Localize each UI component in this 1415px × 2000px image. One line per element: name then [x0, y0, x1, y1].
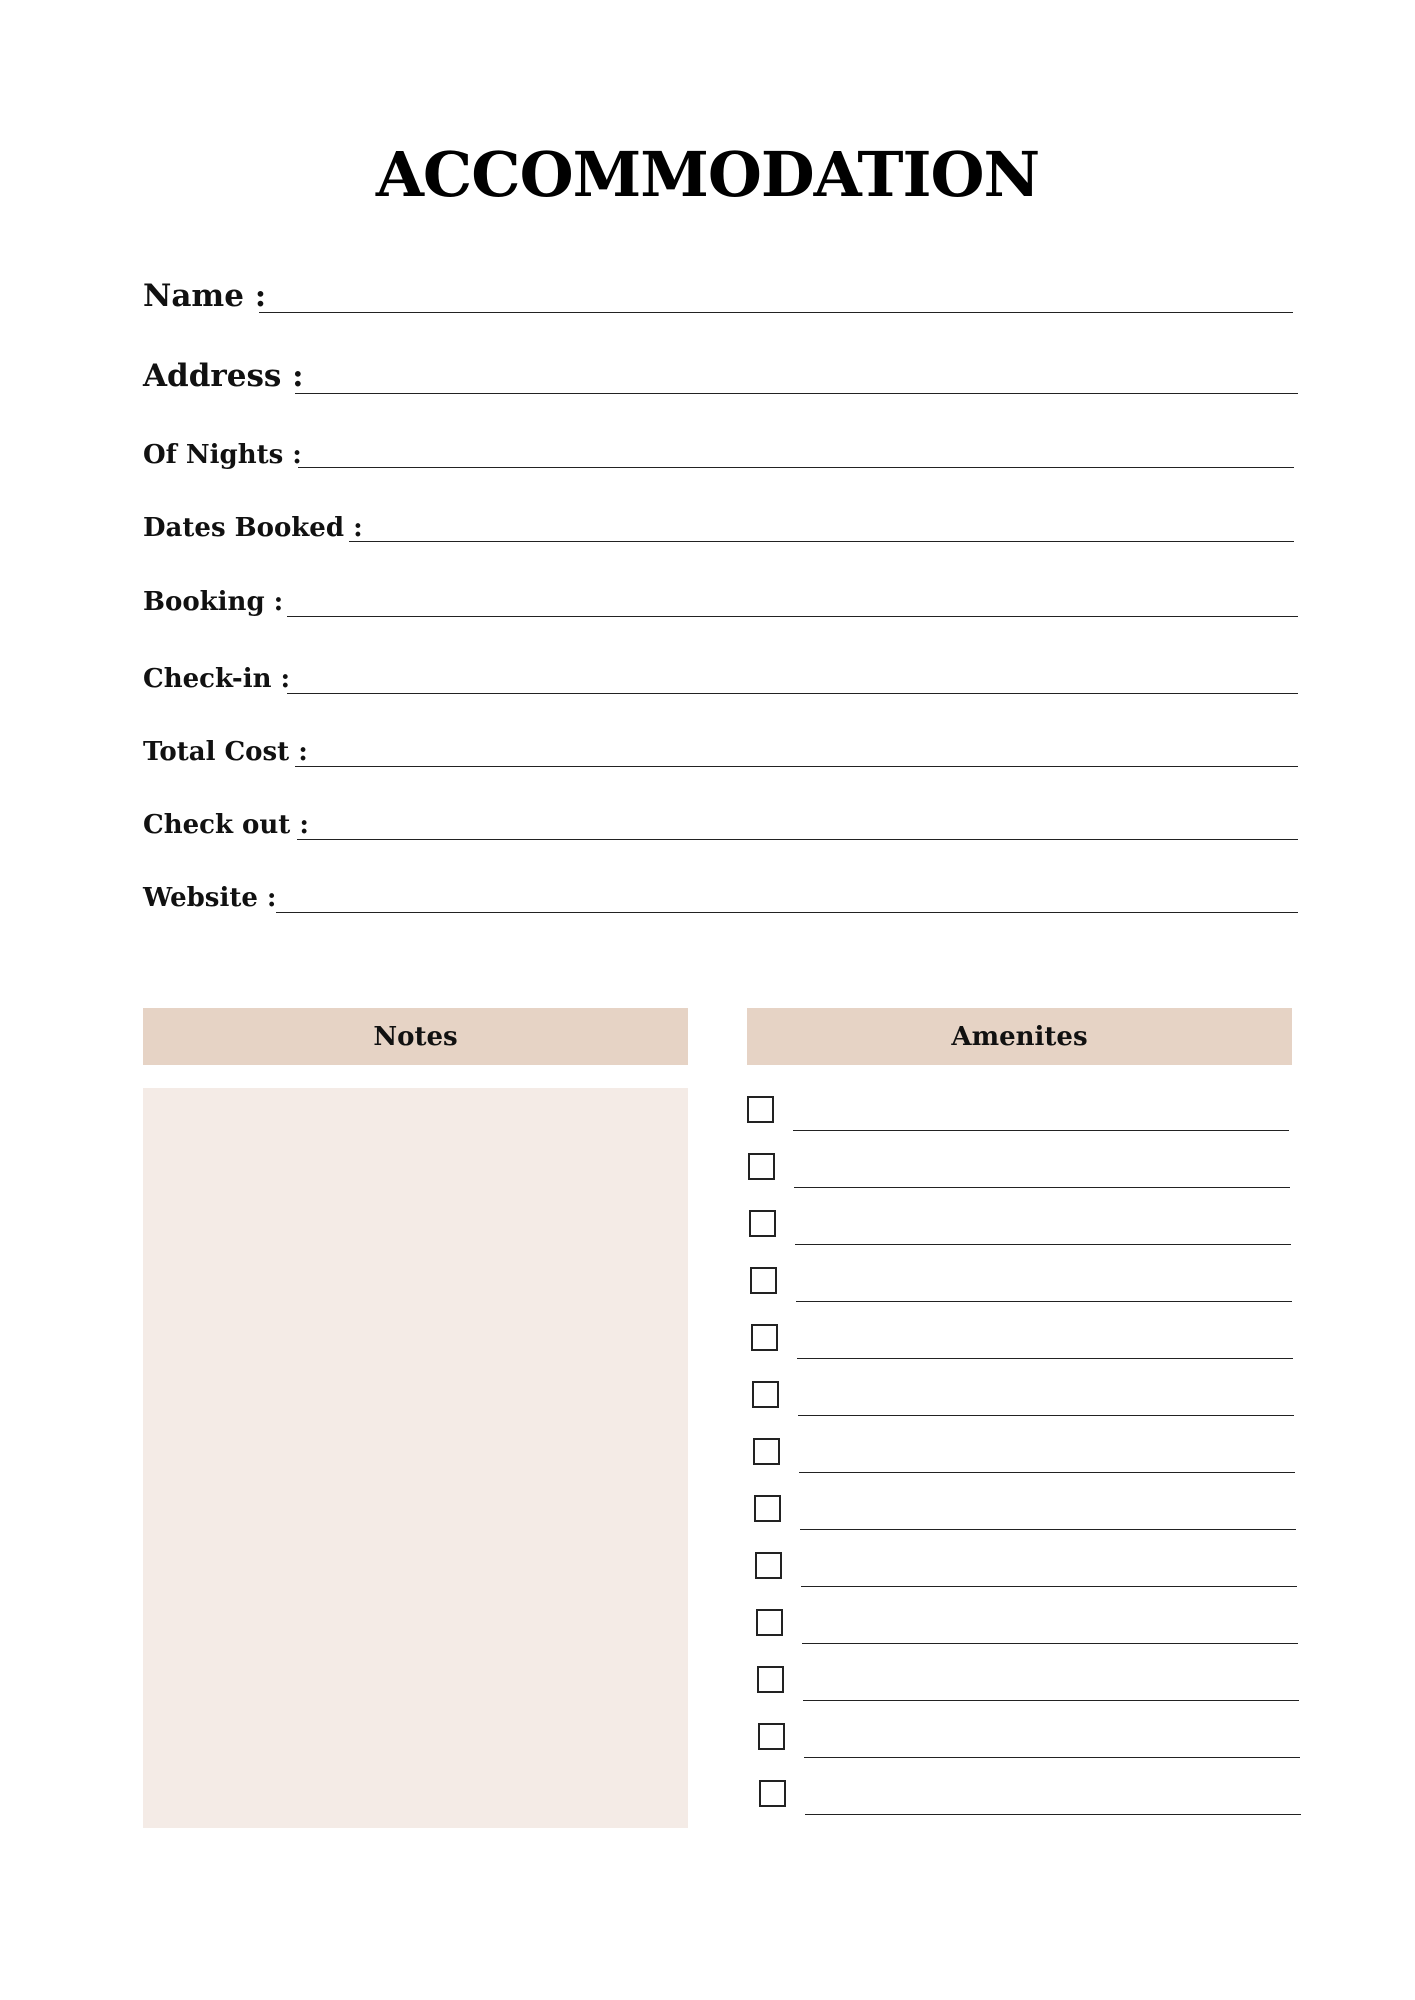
- amenity-item[interactable]: [757, 1666, 1302, 1702]
- address-label: Address :: [143, 358, 304, 394]
- amenity-item[interactable]: [748, 1153, 1293, 1189]
- amenity-checkbox[interactable]: [757, 1666, 784, 1693]
- amenity-checkbox[interactable]: [754, 1495, 781, 1522]
- amenity-input-line[interactable]: [796, 1301, 1292, 1302]
- amenity-input-line[interactable]: [802, 1643, 1298, 1644]
- notes-area[interactable]: [143, 1088, 688, 1828]
- amenity-checkbox[interactable]: [747, 1096, 774, 1123]
- amenity-checkbox[interactable]: [758, 1723, 785, 1750]
- page-title: ACCOMMODATION: [375, 138, 1040, 211]
- amenities-heading: Amenites: [951, 1021, 1088, 1052]
- name-input-line[interactable]: [259, 312, 1293, 313]
- amenity-item[interactable]: [759, 1780, 1304, 1816]
- amenity-checkbox[interactable]: [750, 1267, 777, 1294]
- check-out-label: Check out :: [143, 810, 309, 840]
- amenity-checkbox[interactable]: [753, 1438, 780, 1465]
- amenity-item[interactable]: [750, 1267, 1295, 1303]
- amenity-input-line[interactable]: [801, 1586, 1297, 1587]
- website-input-line[interactable]: [276, 912, 1298, 913]
- amenity-item[interactable]: [752, 1381, 1297, 1417]
- amenity-item[interactable]: [753, 1438, 1298, 1474]
- dates-booked-label: Dates Booked :: [143, 513, 363, 543]
- website-field[interactable]: [143, 879, 1298, 919]
- amenity-item[interactable]: [758, 1723, 1303, 1759]
- amenity-input-line[interactable]: [793, 1130, 1289, 1131]
- amenity-item[interactable]: [756, 1609, 1301, 1645]
- amenity-input-line[interactable]: [800, 1529, 1296, 1530]
- name-label: Name :: [143, 278, 267, 314]
- booking-input-line[interactable]: [287, 616, 1298, 617]
- amenity-checkbox[interactable]: [748, 1153, 775, 1180]
- notes-header: [143, 1008, 688, 1065]
- check-in-field[interactable]: [143, 660, 1298, 700]
- amenity-checkbox[interactable]: [759, 1780, 786, 1807]
- address-field[interactable]: [143, 360, 1298, 400]
- nights-input-line[interactable]: [298, 467, 1294, 468]
- amenity-checkbox[interactable]: [751, 1324, 778, 1351]
- amenity-item[interactable]: [754, 1495, 1299, 1531]
- booking-field[interactable]: [143, 583, 1298, 623]
- total-cost-field[interactable]: [143, 733, 1298, 773]
- amenity-input-line[interactable]: [803, 1700, 1299, 1701]
- nights-field[interactable]: [143, 436, 1294, 476]
- amenity-input-line[interactable]: [799, 1472, 1295, 1473]
- amenity-input-line[interactable]: [795, 1244, 1291, 1245]
- check-in-input-line[interactable]: [287, 693, 1298, 694]
- amenity-input-line[interactable]: [798, 1415, 1294, 1416]
- amenity-input-line[interactable]: [805, 1814, 1301, 1815]
- notes-heading: Notes: [373, 1021, 458, 1052]
- check-out-input-line[interactable]: [297, 839, 1298, 840]
- check-out-field[interactable]: [143, 806, 1298, 846]
- amenity-checkbox[interactable]: [755, 1552, 782, 1579]
- nights-label: Of Nights :: [143, 440, 302, 470]
- amenity-input-line[interactable]: [794, 1187, 1290, 1188]
- amenity-item[interactable]: [755, 1552, 1300, 1588]
- amenity-input-line[interactable]: [804, 1757, 1300, 1758]
- amenity-checkbox[interactable]: [752, 1381, 779, 1408]
- total-cost-label: Total Cost :: [143, 737, 308, 767]
- address-input-line[interactable]: [295, 393, 1298, 394]
- total-cost-input-line[interactable]: [295, 766, 1298, 767]
- booking-label: Booking :: [143, 587, 284, 617]
- dates-booked-input-line[interactable]: [349, 541, 1294, 542]
- amenity-item[interactable]: [751, 1324, 1296, 1360]
- amenity-input-line[interactable]: [797, 1358, 1293, 1359]
- amenity-item[interactable]: [749, 1210, 1294, 1246]
- amenity-item[interactable]: [747, 1096, 1292, 1132]
- dates-booked-field[interactable]: [143, 509, 1294, 549]
- website-label: Website :: [143, 883, 277, 913]
- amenity-checkbox[interactable]: [749, 1210, 776, 1237]
- amenities-header: [747, 1008, 1292, 1065]
- amenity-checkbox[interactable]: [756, 1609, 783, 1636]
- name-field[interactable]: [143, 280, 1293, 320]
- check-in-label: Check-in :: [143, 664, 291, 694]
